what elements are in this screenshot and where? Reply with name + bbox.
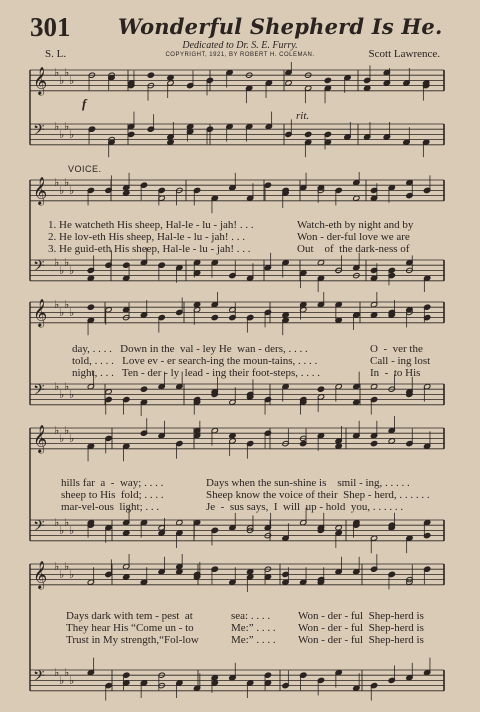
- copyright-notice: COPYRIGHT, 1921, BY ROBERT H. COLEMAN.: [165, 52, 315, 58]
- flat-icon: ♭: [64, 298, 70, 312]
- lyric-line: Won - der - ful Shep-herd is: [298, 610, 424, 622]
- flat-icon: ♭: [59, 74, 65, 88]
- staff-engraving: [0, 62, 480, 172]
- note-head: [300, 672, 307, 678]
- flat-icon: ♭: [69, 674, 75, 688]
- flat-icon: ♭: [59, 524, 65, 538]
- lyric-line: Me:” . . . .: [231, 622, 276, 634]
- note-head: [193, 301, 200, 307]
- treble-clef-icon: 𝄞: [33, 66, 48, 95]
- note-head: [123, 530, 130, 536]
- lyric-line: Won - der - ful Shep-herd is: [298, 622, 424, 634]
- flat-icon: ♭: [54, 424, 60, 438]
- flat-icon: ♭: [64, 424, 70, 438]
- flat-icon: ♭: [64, 666, 70, 680]
- lyric-line: 3. He guid-eth His sheep, Hal-le - lu - jah! . . .: [48, 243, 251, 255]
- note-head: [87, 275, 94, 281]
- note-head: [147, 72, 154, 78]
- lyric-line: Days when the sun-shine is smil - ing, . . . . .: [206, 477, 410, 489]
- note-head: [353, 312, 360, 318]
- note-head: [388, 438, 395, 444]
- flat-icon: ♭: [69, 524, 75, 538]
- staff-engraving: [0, 292, 480, 416]
- lyric-line: Won - der-ful love we are: [297, 231, 410, 243]
- ritardando-mark: rit.: [296, 110, 310, 122]
- note-head: [383, 134, 390, 140]
- lyric-line: day, . . . . Down in the val - ley He wan - ders, . . . .: [72, 343, 308, 355]
- composer-name: Scott Lawrence.: [368, 48, 440, 60]
- lyric-line: Won - der - ful Shep-herd is: [298, 634, 424, 646]
- music-system-2: [0, 292, 480, 416]
- note-head: [317, 386, 324, 392]
- flat-icon: ♭: [69, 432, 75, 446]
- note-head: [167, 75, 174, 81]
- note-head: [246, 569, 253, 575]
- flat-icon: ♭: [54, 176, 60, 190]
- music-system-4: [0, 554, 480, 702]
- tune-initials: S. L.: [45, 48, 67, 60]
- lyric-line: O - ver the: [370, 343, 423, 355]
- flat-icon: ♭: [64, 380, 70, 394]
- note-head: [87, 304, 94, 310]
- note-head: [123, 574, 130, 580]
- music-system-intro: [0, 62, 480, 172]
- staff-engraving: [0, 554, 480, 702]
- note-head: [158, 262, 165, 268]
- note-head: [364, 85, 371, 91]
- flat-icon: ♭: [54, 380, 60, 394]
- note-head: [317, 259, 324, 265]
- lyric-line: Days dark with tem - pest at: [66, 610, 193, 622]
- lyric-line: hills far a - way; . . . .: [61, 477, 164, 489]
- flat-icon: ♭: [54, 256, 60, 270]
- flat-icon: ♭: [69, 128, 75, 142]
- lyric-line: 2. He lov-eth His sheep, Hal-le - lu - jah! . . .: [48, 231, 246, 243]
- note-head: [246, 314, 253, 320]
- note-head: [229, 185, 236, 191]
- flat-icon: ♭: [59, 306, 65, 320]
- staff-engraving: [0, 172, 480, 292]
- note-head: [324, 77, 331, 83]
- note-head: [370, 440, 377, 446]
- lyric-line: Me:” . . . .: [231, 634, 276, 646]
- note-head: [176, 519, 183, 525]
- note-head: [335, 525, 342, 531]
- flat-icon: ♭: [59, 264, 65, 278]
- note-head: [140, 680, 147, 686]
- note-head: [123, 190, 130, 196]
- bass-clef-icon: 𝄢: [33, 517, 45, 539]
- note-head: [105, 571, 112, 577]
- hymn-number: 301: [30, 12, 71, 42]
- note-head: [335, 443, 342, 449]
- flat-icon: ♭: [59, 568, 65, 582]
- lyric-line: night, . . . Ten - der - ly lead - ing their foot-steps, . . . .: [72, 367, 321, 379]
- flat-icon: ♭: [54, 560, 60, 574]
- note-head: [305, 131, 312, 137]
- note-head: [388, 571, 395, 577]
- lyric-line: Out of the dark-ness of: [297, 243, 410, 255]
- lyric-line: Je - sus says, I will up - hold you, . . . . . .: [206, 501, 404, 513]
- note-head: [370, 312, 377, 318]
- flat-icon: ♭: [64, 516, 70, 530]
- lyric-line: Call - ing lost: [370, 355, 431, 367]
- bass-clef-icon: 𝄢: [33, 257, 45, 279]
- flat-icon: ♭: [69, 264, 75, 278]
- note-head: [87, 443, 94, 449]
- treble-clef-icon: 𝄞: [33, 298, 48, 327]
- flat-icon: ♭: [64, 560, 70, 574]
- flat-icon: ♭: [54, 66, 60, 80]
- flat-icon: ♭: [69, 74, 75, 88]
- note-head: [229, 433, 236, 439]
- lyric-line: In - to His: [370, 367, 421, 379]
- flat-icon: ♭: [64, 256, 70, 270]
- flat-icon: ♭: [64, 120, 70, 134]
- note-head: [105, 389, 112, 395]
- note-head: [285, 80, 292, 86]
- note-head: [353, 399, 360, 405]
- lyric-line: sea: . . . .: [231, 610, 271, 622]
- note-head: [176, 569, 183, 575]
- voice-label: VOICE.: [68, 164, 102, 174]
- lyric-line: Sheep know the voice of their Shep - herd, . . . . . .: [206, 489, 430, 501]
- lyric-line: sheep to His fold; . . . .: [61, 489, 164, 501]
- music-system-3: [0, 416, 480, 554]
- flat-icon: ♭: [69, 184, 75, 198]
- lyric-line: They hear His “Come un - to: [66, 622, 194, 634]
- flat-icon: ♭: [69, 306, 75, 320]
- music-system-1: [0, 172, 480, 292]
- note-head: [353, 195, 360, 201]
- dynamic-mark: f: [82, 96, 87, 111]
- note-head: [211, 314, 218, 320]
- flat-icon: ♭: [59, 184, 65, 198]
- flat-icon: ♭: [54, 120, 60, 134]
- dedication: Dedicated to Dr. S. E. Furry.: [182, 40, 298, 51]
- flat-icon: ♭: [54, 666, 60, 680]
- flat-icon: ♭: [69, 568, 75, 582]
- note-head: [370, 383, 377, 389]
- bass-clef-icon: 𝄢: [33, 667, 45, 689]
- treble-clef-icon: 𝄞: [33, 176, 48, 205]
- staff-engraving: [0, 416, 480, 554]
- treble-clef-icon: 𝄞: [33, 560, 48, 589]
- bass-clef-icon: 𝄢: [33, 121, 45, 143]
- note-head: [282, 312, 289, 318]
- flat-icon: ♭: [69, 388, 75, 402]
- lyric-line: Trust in My strength,“Fol-low: [66, 634, 199, 646]
- flat-icon: ♭: [59, 128, 65, 142]
- lyric-line: told, . . . . Love ev - er search-ing the moun-tains, . . . .: [72, 355, 318, 367]
- hymn-title: Wonderful Shepherd Is He.: [118, 14, 443, 39]
- flat-icon: ♭: [59, 432, 65, 446]
- flat-icon: ♭: [54, 516, 60, 530]
- bass-clef-icon: 𝄢: [33, 381, 45, 403]
- flat-icon: ♭: [54, 298, 60, 312]
- flat-icon: ♭: [64, 66, 70, 80]
- treble-clef-icon: 𝄞: [33, 424, 48, 453]
- note-head: [128, 131, 135, 137]
- note-head: [140, 386, 147, 392]
- lyric-line: Watch-eth by night and by: [297, 219, 414, 231]
- lyric-line: mar-vel-ous light; . . .: [61, 501, 160, 513]
- flat-icon: ♭: [59, 388, 65, 402]
- flat-icon: ♭: [64, 176, 70, 190]
- flat-icon: ♭: [59, 674, 65, 688]
- lyric-line: 1. He watcheth His sheep, Hal-le - lu - jah! . . .: [48, 219, 254, 231]
- note-head: [167, 139, 174, 145]
